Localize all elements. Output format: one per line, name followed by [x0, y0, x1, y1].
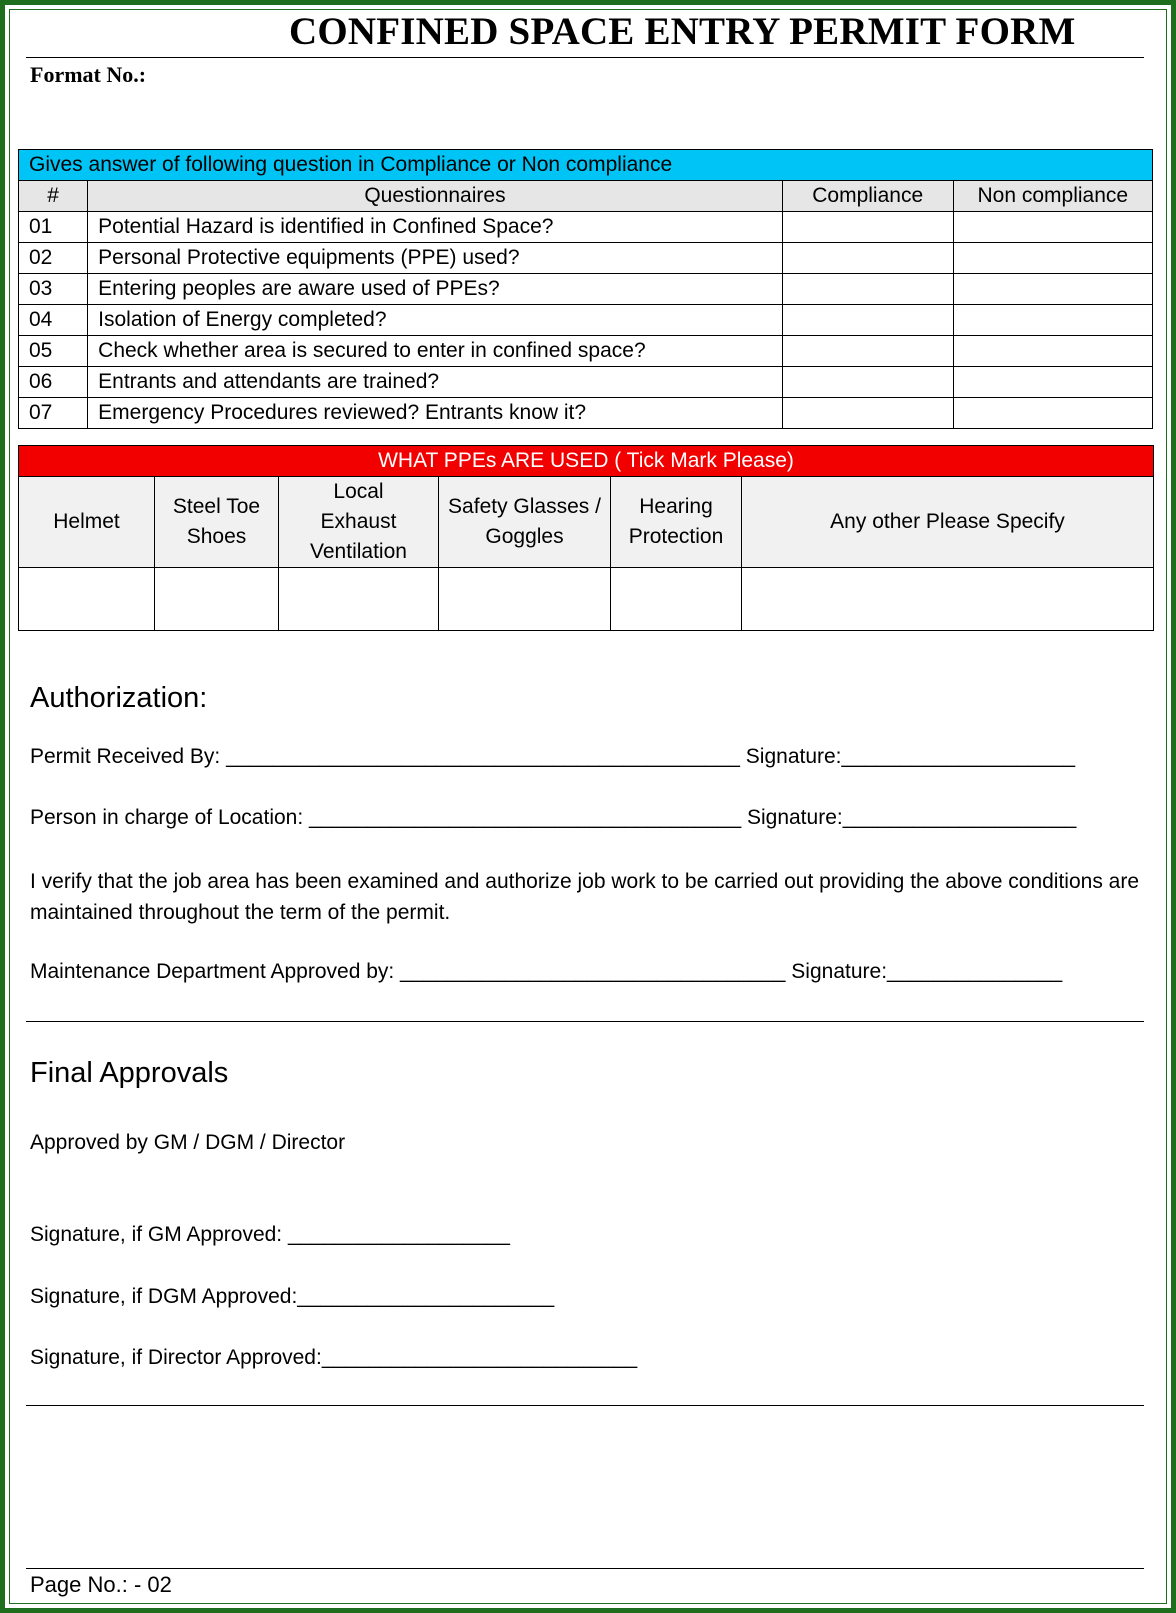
dgm-signature-line[interactable]: Signature, if DGM Approved:______________________: [30, 1285, 555, 1308]
table-row: [19, 243, 1153, 274]
question-text: Check whether area is secured to enter in confined space?: [88, 336, 783, 367]
question-text: Isolation of Energy completed?: [88, 305, 783, 336]
ppe-ventilation-header: Local Exhaust Ventilation: [279, 477, 439, 568]
section-divider: [26, 1405, 1144, 1406]
section-divider: [26, 1021, 1144, 1022]
compliance-header-row: [19, 181, 1153, 212]
table-row: [19, 305, 1153, 336]
final-approvals-heading: Final Approvals: [30, 1057, 229, 1089]
question-number: 03: [19, 274, 88, 305]
col-compliance-header: Compliance: [782, 181, 953, 212]
question-number: 01: [19, 212, 88, 243]
page-number: Page No.: - 02: [30, 1572, 172, 1597]
table-row: [19, 336, 1153, 367]
compliance-cell[interactable]: [782, 336, 953, 367]
noncompliance-cell[interactable]: [953, 367, 1152, 398]
question-text: Entering peoples are aware used of PPEs?: [88, 274, 783, 305]
ppe-table: [18, 445, 1154, 631]
gm-signature-line[interactable]: Signature, if GM Approved: ___________________: [30, 1223, 510, 1246]
compliance-cell[interactable]: [782, 243, 953, 274]
footer-divider: [26, 1568, 1144, 1569]
question-text: Potential Hazard is identified in Confined Space?: [88, 212, 783, 243]
director-signature-line[interactable]: Signature, if Director Approved:___________________________: [30, 1346, 638, 1369]
question-text: Emergency Procedures reviewed? Entrants know it?: [88, 398, 783, 429]
compliance-table: [18, 149, 1153, 429]
compliance-cell[interactable]: [782, 367, 953, 398]
maintenance-approval-line[interactable]: Maintenance Department Approved by: _________________________________ Signature:_______________: [30, 960, 1063, 983]
question-number: 04: [19, 305, 88, 336]
ppe-other-header: Any other Please Specify: [742, 477, 1154, 568]
col-number-header: #: [19, 181, 88, 212]
question-number: 07: [19, 398, 88, 429]
permit-received-line[interactable]: Permit Received By: ____________________________________________ Signature:____________________: [30, 745, 1076, 768]
ppe-steel-toe-tick[interactable]: [155, 568, 279, 631]
ppe-glasses-header: Safety Glasses / Goggles: [439, 477, 611, 568]
verification-statement: I verify that the job area has been examined and authorize job work to be carried out providing the above conditions are maintained throughout the term of the permit.: [30, 870, 1140, 924]
ppe-helmet-tick[interactable]: [19, 568, 155, 631]
table-row: [19, 367, 1153, 398]
ppe-heading: WHAT PPEs ARE USED ( Tick Mark Please): [19, 446, 1154, 477]
noncompliance-cell[interactable]: [953, 305, 1152, 336]
table-row: [19, 212, 1153, 243]
ppe-header-row: [19, 477, 1154, 568]
approved-by-text: Approved by GM / DGM / Director: [30, 1131, 346, 1154]
authorization-heading: Authorization:: [30, 682, 208, 714]
compliance-instruction: Gives answer of following question in Compliance or Non compliance: [19, 150, 1153, 181]
ppe-ventilation-tick[interactable]: [279, 568, 439, 631]
form-title: CONFINED SPACE ENTRY PERMIT FORM: [289, 10, 1076, 53]
ppe-other-field[interactable]: [742, 568, 1154, 631]
compliance-cell[interactable]: [782, 305, 953, 336]
question-text: Personal Protective equipments (PPE) used?: [88, 243, 783, 274]
title-divider: [26, 57, 1144, 58]
question-text: Entrants and attendants are trained?: [88, 367, 783, 398]
person-in-charge-line[interactable]: Person in charge of Location: _____________________________________ Signature:____________________: [30, 806, 1077, 829]
question-number: 06: [19, 367, 88, 398]
noncompliance-cell[interactable]: [953, 243, 1152, 274]
ppe-hearing-header: Hearing Protection: [611, 477, 742, 568]
question-number: 02: [19, 243, 88, 274]
ppe-tick-row: [19, 568, 1154, 631]
ppe-steel-toe-header: Steel Toe Shoes: [155, 477, 279, 568]
question-number: 05: [19, 336, 88, 367]
compliance-cell[interactable]: [782, 212, 953, 243]
compliance-cell[interactable]: [782, 398, 953, 429]
format-number-label: Format No.:: [30, 62, 147, 87]
ppe-glasses-tick[interactable]: [439, 568, 611, 631]
col-questionnaires-header: Questionnaires: [88, 181, 783, 212]
ppe-helmet-header: Helmet: [19, 477, 155, 568]
noncompliance-cell[interactable]: [953, 212, 1152, 243]
col-noncompliance-header: Non compliance: [953, 181, 1152, 212]
table-row: [19, 274, 1153, 305]
ppe-hearing-tick[interactable]: [611, 568, 742, 631]
noncompliance-cell[interactable]: [953, 398, 1152, 429]
noncompliance-cell[interactable]: [953, 336, 1152, 367]
compliance-cell[interactable]: [782, 274, 953, 305]
noncompliance-cell[interactable]: [953, 274, 1152, 305]
table-row: [19, 398, 1153, 429]
